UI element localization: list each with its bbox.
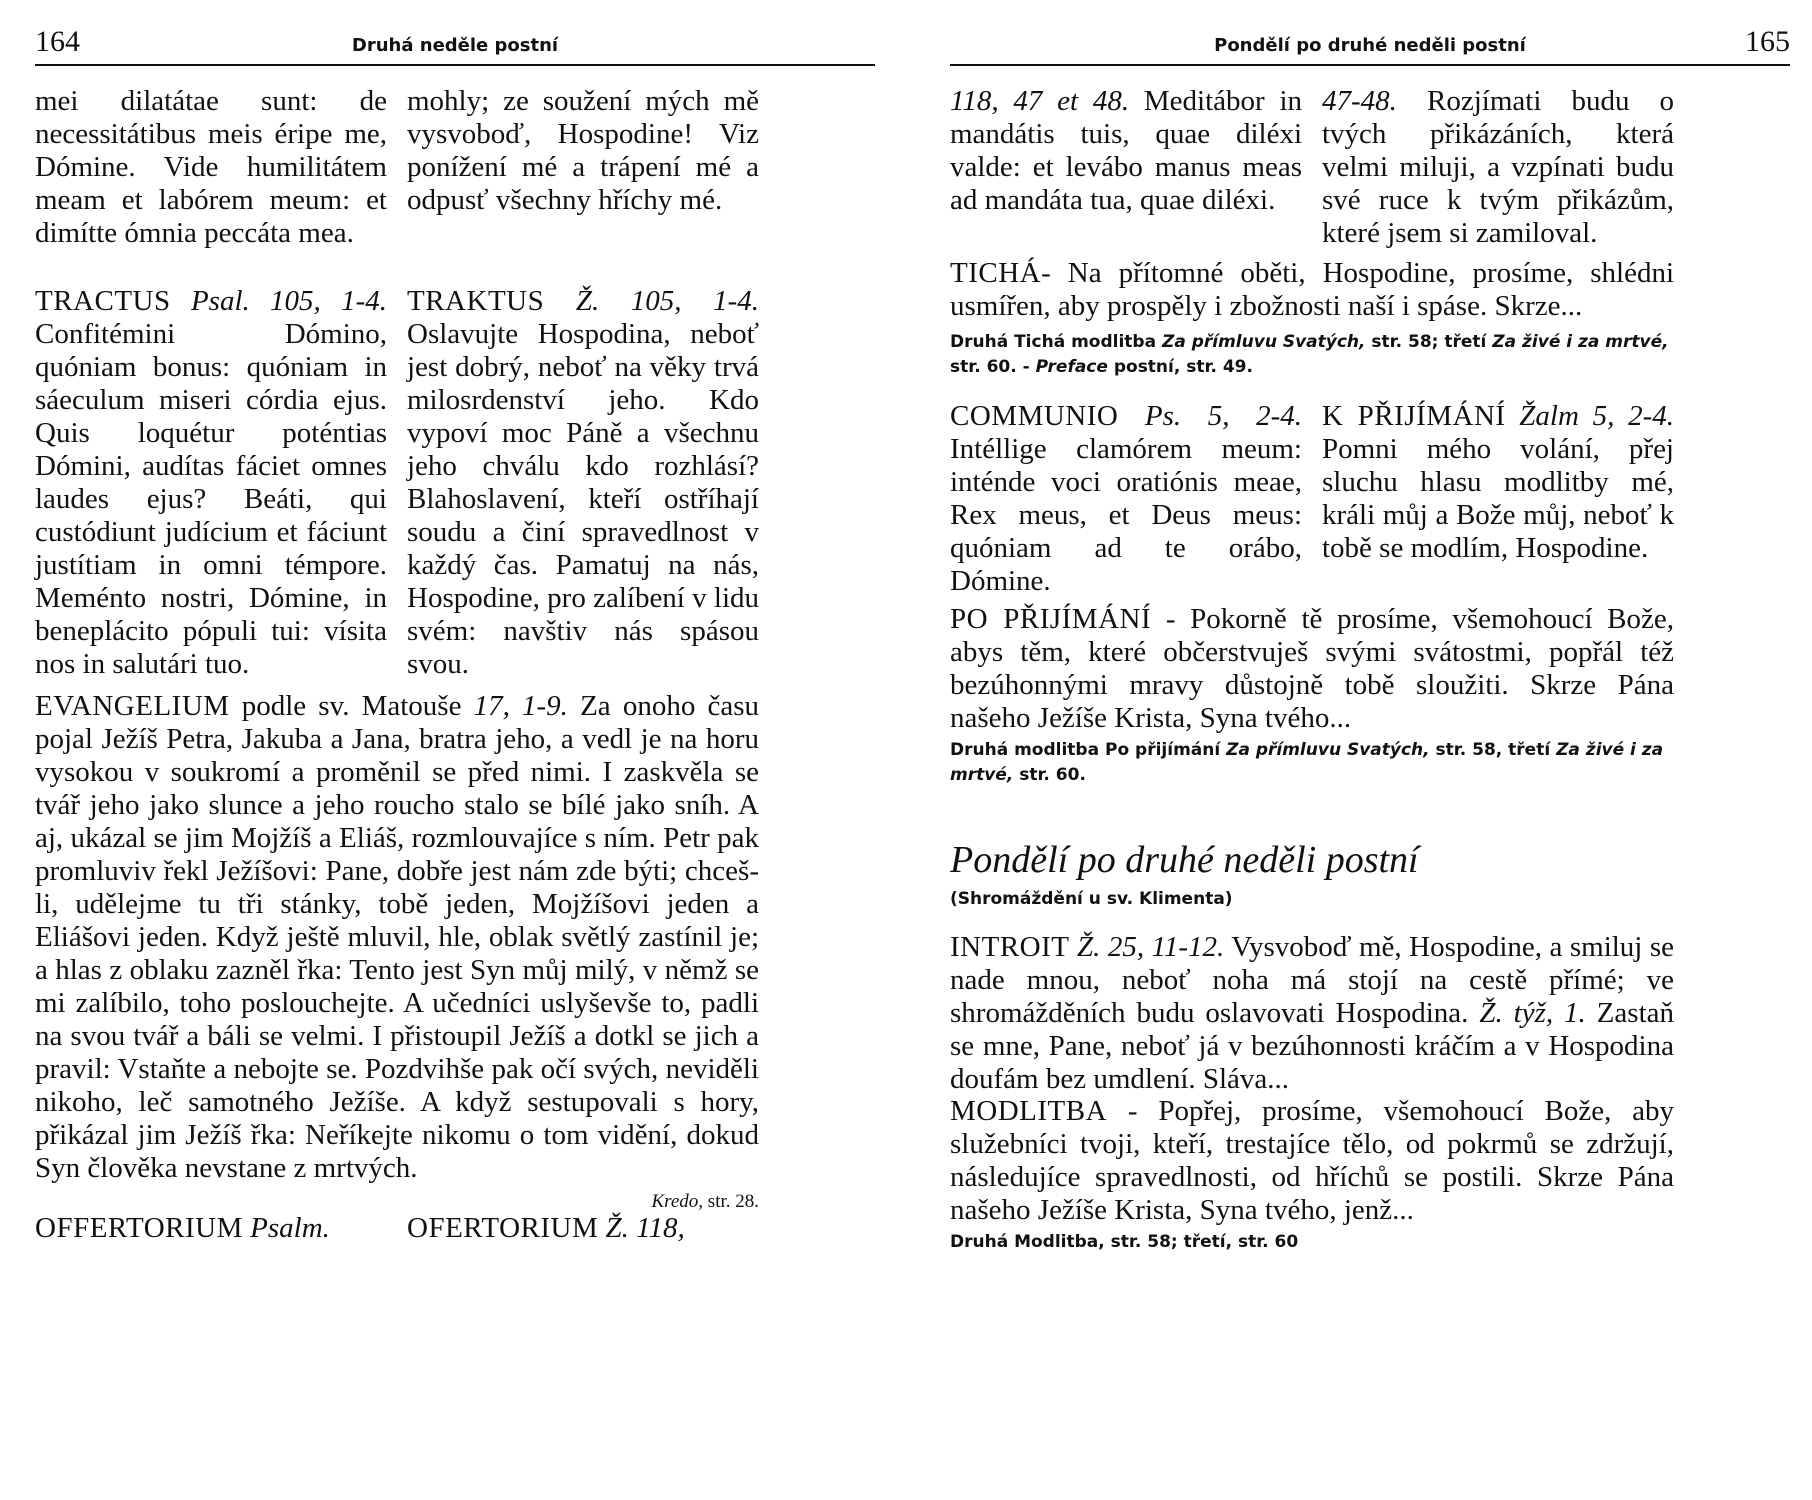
- scripture-ref: Ž. 118,: [605, 1212, 685, 1244]
- section-text: Intéllige clamórem meum: inténde voci oratiónis meae, Rex meus, et Deus meus: quóniam ad te orábo, Dómine.: [950, 433, 1302, 597]
- section-heading: K PŘIJÍMÁNÍ: [1322, 400, 1506, 432]
- czech-gradual-continuation: mohly; ze soužení mých mě vysvoboď, Hospodine! Viz ponížení mé a trápení mé a odpusť všechny hříchy mé.: [407, 85, 759, 216]
- section-heading: OFERTORIUM: [407, 1212, 599, 1244]
- scripture-ref: Ps. 5, 2-4.: [1144, 400, 1302, 432]
- left-page-header: [35, 20, 875, 66]
- running-title: Pondělí po druhé neděli postní: [1214, 35, 1526, 56]
- section-heading: TRAKTUS: [407, 285, 545, 317]
- offertorium-latin: [35, 1212, 387, 1245]
- introit: INTROIT Ž. 25, 11-12. Vysvoboď mě, Hospodine, a smiluj se nade mnou, neboť noha má stojí na cestě přímé; ve shromážděních budu oslavovati Hospodina. Ž. týž, 1. Zastaň se mne, Pane, neboť já v bezúhonnosti kráčím a v Hospodina doufám bez umdlení. Sláva...: [950, 931, 1675, 1095]
- scripture-ref: 118, 47 et 48.: [950, 85, 1130, 117]
- section-text: Confitémini Dómino, quóniam bonus: quóniam in sáeculum miseri córdia ejus. Quis loquétur poténtias Dómini, audítas fáciet omnes laudes ejus? Beáti, qui custódiunt judícium et fáciunt justítiam in omni témpore. Meménto nostri, Dómine, in beneplácito pópuli tui: vísita nos in salutári tuo.: [35, 318, 387, 680]
- evangelium: EVANGELIUM podle sv. Matouše 17, 1-9. Za onoho času pojal Ježíš Petra, Jakuba a Jana, bratra jeho, a vedl je na horu vysokou v soukromí a proměnil se před nimi. I zaskvěla se tvář jeho jako slunce a jeho roucho stalo se bílé jako sníh. A aj, ukázal se jim Mojžíš a Eliáš, rozmlouvajíce s ním. Petr pak promluviv řekl Ježíšovi: Pane, dobře jest nám zde býti; chceš-li, udělejme tu tři stánky, tobě jeden, Mojžíšovi jeden a Eliášovi jeden. Když ještě mluvil, hle, oblak světlý zastínil je; a hlas z oblaku zazněl řka: Tento jest Syn můj milý, v němž se mi zalíbilo, toho poslouchejte. A učedníci uslyševše to, padli na svou tvář a báli se velmi. I přistoupil Ježíš a dotkl se jich a pravil: Vstaňte a nebojte se. Pozdvihše pak očí svých, neviděli nikoho, leč samotného Ježíše. A když sestupovali s hory, přikázal jim Ježíš řka: Neříkejte nikomu o tom vidění, dokud Syn člověka nevstane z mrtvých. Kredo, str. 28.: [35, 690, 759, 1218]
- section-heading: OFFERTORIUM: [35, 1212, 243, 1244]
- section-heading: TRACTUS: [35, 285, 171, 317]
- ticha-modlitba: [950, 257, 1674, 323]
- left-page: [35, 0, 875, 1500]
- section-text: Pomni mého volání, přej sluchu hlasu modlitby mé, králi můj a Bože můj, neboť k tobě se modlím, Hospodine.: [1322, 433, 1674, 564]
- offertorium-czech-continuation: 47-48. Rozjímati budu o tvých přikázáních, která velmi miluji, a vzpínati budu své ruce k tvým přikázům, které jsem si zamiloval.: [1322, 85, 1675, 249]
- section-heading: INTROIT: [950, 931, 1070, 963]
- tractus-latin: [35, 285, 387, 681]
- right-page-header: [950, 20, 1790, 66]
- section-heading: COMMUNIO: [950, 400, 1119, 432]
- offertorium-czech: [407, 1212, 759, 1245]
- ticha-note: Druhá Tichá modlitba Za přímluvu Svatých, str. 58; třetí Za živé i za mrtvé, str. 60. - Preface postní, str. 49.: [950, 332, 1669, 377]
- section-text: - Pokorně tě prosíme, všemohoucí Bože, abys těm, které občerstvuješ svými svátostmi, popřál též bezúhonnými mravy důstojně tobě sloužiti. Skrze Pána našeho Ježíše Krista, Syna tvého...: [950, 603, 1675, 734]
- section-heading: EVANGELIUM: [35, 690, 230, 722]
- modlitba: [950, 1095, 1674, 1227]
- scripture-ref: 47-48.: [1322, 85, 1397, 117]
- scripture-ref: Žalm 5, 2-4.: [1519, 400, 1674, 432]
- scripture-ref: Psal. 105, 1-4.: [190, 285, 387, 317]
- station-note: (Shromáždění u sv. Klimenta): [950, 889, 1233, 909]
- running-title: Druhá neděle postní: [351, 35, 559, 56]
- latin-gradual-continuation: mei dilatátae sunt: de necessitátibus meis éripe me, Dómine. Vide humilitátem meam et labórem meum: et dimítte ómnia peccáta mea.: [35, 85, 387, 249]
- section-heading: MODLITBA: [950, 1095, 1108, 1127]
- scripture-ref: 17, 1-9.: [473, 690, 568, 722]
- scripture-ref: Ž. 25, 11-12.: [1076, 931, 1225, 963]
- section-heading: TICHÁ: [950, 257, 1042, 289]
- offertorium-latin-continuation: 118, 47 et 48. Meditábor in mandátis tuis, quae diléxi valde: et levábo manus meas ad mandáta tua, quae diléxi.: [950, 85, 1303, 216]
- communio-czech: [1322, 400, 1674, 565]
- modlitba-note: Druhá Modlitba, str. 58; třetí, str. 60: [950, 1232, 1299, 1252]
- scripture-ref: Psalm.: [250, 1212, 330, 1244]
- tractus-czech: [407, 285, 759, 681]
- communio-latin: [950, 400, 1302, 598]
- section-heading: PO PŘIJÍMÁNÍ: [950, 603, 1152, 635]
- section-text: Za onoho času pojal Ježíš Petra, Jakuba a Jana, bratra jeho, a vedl je na horu vysokou v soukromí a proměnil se před nimi. I zaskvěla se tvář jeho jako slunce a jeho roucho stalo se bílé jako sníh. A aj, ukázal se jim Mojžíš a Eliáš, rozmlouvajíce s ním. Petr pak promluviv řekl Ježíšovi: Pane, dobře jest nám zde býti; chceš-li, udělejme tu tři stánky, tobě jeden, Mojžíšovi jeden a Eliášovi jeden. Když ještě mluvil, hle, oblak světlý zastínil je; a hlas z oblaku zazněl řka: Tento jest Syn můj milý, v němž se mi zalíbilo, toho poslouchejte. A učedníci uslyševše to, padli na svou tvář a báli se velmi. I přistoupil Ježíš a dotkl se jich a pravil: Vstaňte a nebojte se. Pozdvihše pak očí svých, neviděli nikoho, leč samotného Ježíše. A když sestupovali s hory, přikázal jim Ježíš řka: Neříkejte nikomu o tom vidění, dokud Syn člověka nevstane z mrtvých.: [35, 690, 760, 1184]
- po-prijimani-note: Druhá modlitba Po přijímání Za přímluvu Svatých, str. 58, třetí Za živé i za mrtvé, str. 60.: [950, 740, 1664, 785]
- scripture-ref: Ž. 105, 1-4.: [575, 285, 759, 317]
- po-prijimani: [950, 603, 1674, 735]
- section-title: Pondělí po druhé neděli postní: [950, 839, 1419, 881]
- section-text: - Popřej, prosíme, všemohoucí Bože, aby služebníci tvoji, kteří, trestajíce tělo, od pokrmů se zdržují, následujíce spravedlnosti, od hříchů se postili. Skrze Pána našeho Ježíše Krista, Syna tvého, jenž...: [950, 1095, 1675, 1226]
- page-number: 164: [35, 25, 80, 58]
- page-number: 165: [1745, 25, 1790, 58]
- scripture-ref: Ž. týž, 1.: [1479, 997, 1586, 1029]
- section-text: Oslavujte Hospodina, neboť jest dobrý, neboť na věky trvá milosrdenství jeho. Kdo vypoví moc Páně a všechnu jeho chválu kdo rozhlásí? Blahoslavení, kteří ostříhají soudu a činí spravedlnost v každý čas. Pamatuj na nás, Hospodine, pro zalíbení v lidu svém: navštiv nás spásou svou.: [407, 318, 759, 680]
- credo-reference: Kredo, str. 28.: [651, 1191, 759, 1212]
- right-page: [950, 0, 1790, 1500]
- section-text: - Na přítomné oběti, Hospodine, prosíme, shlédni usmířen, aby prospěly i zbožnosti naší i spáse. Skrze...: [950, 257, 1674, 322]
